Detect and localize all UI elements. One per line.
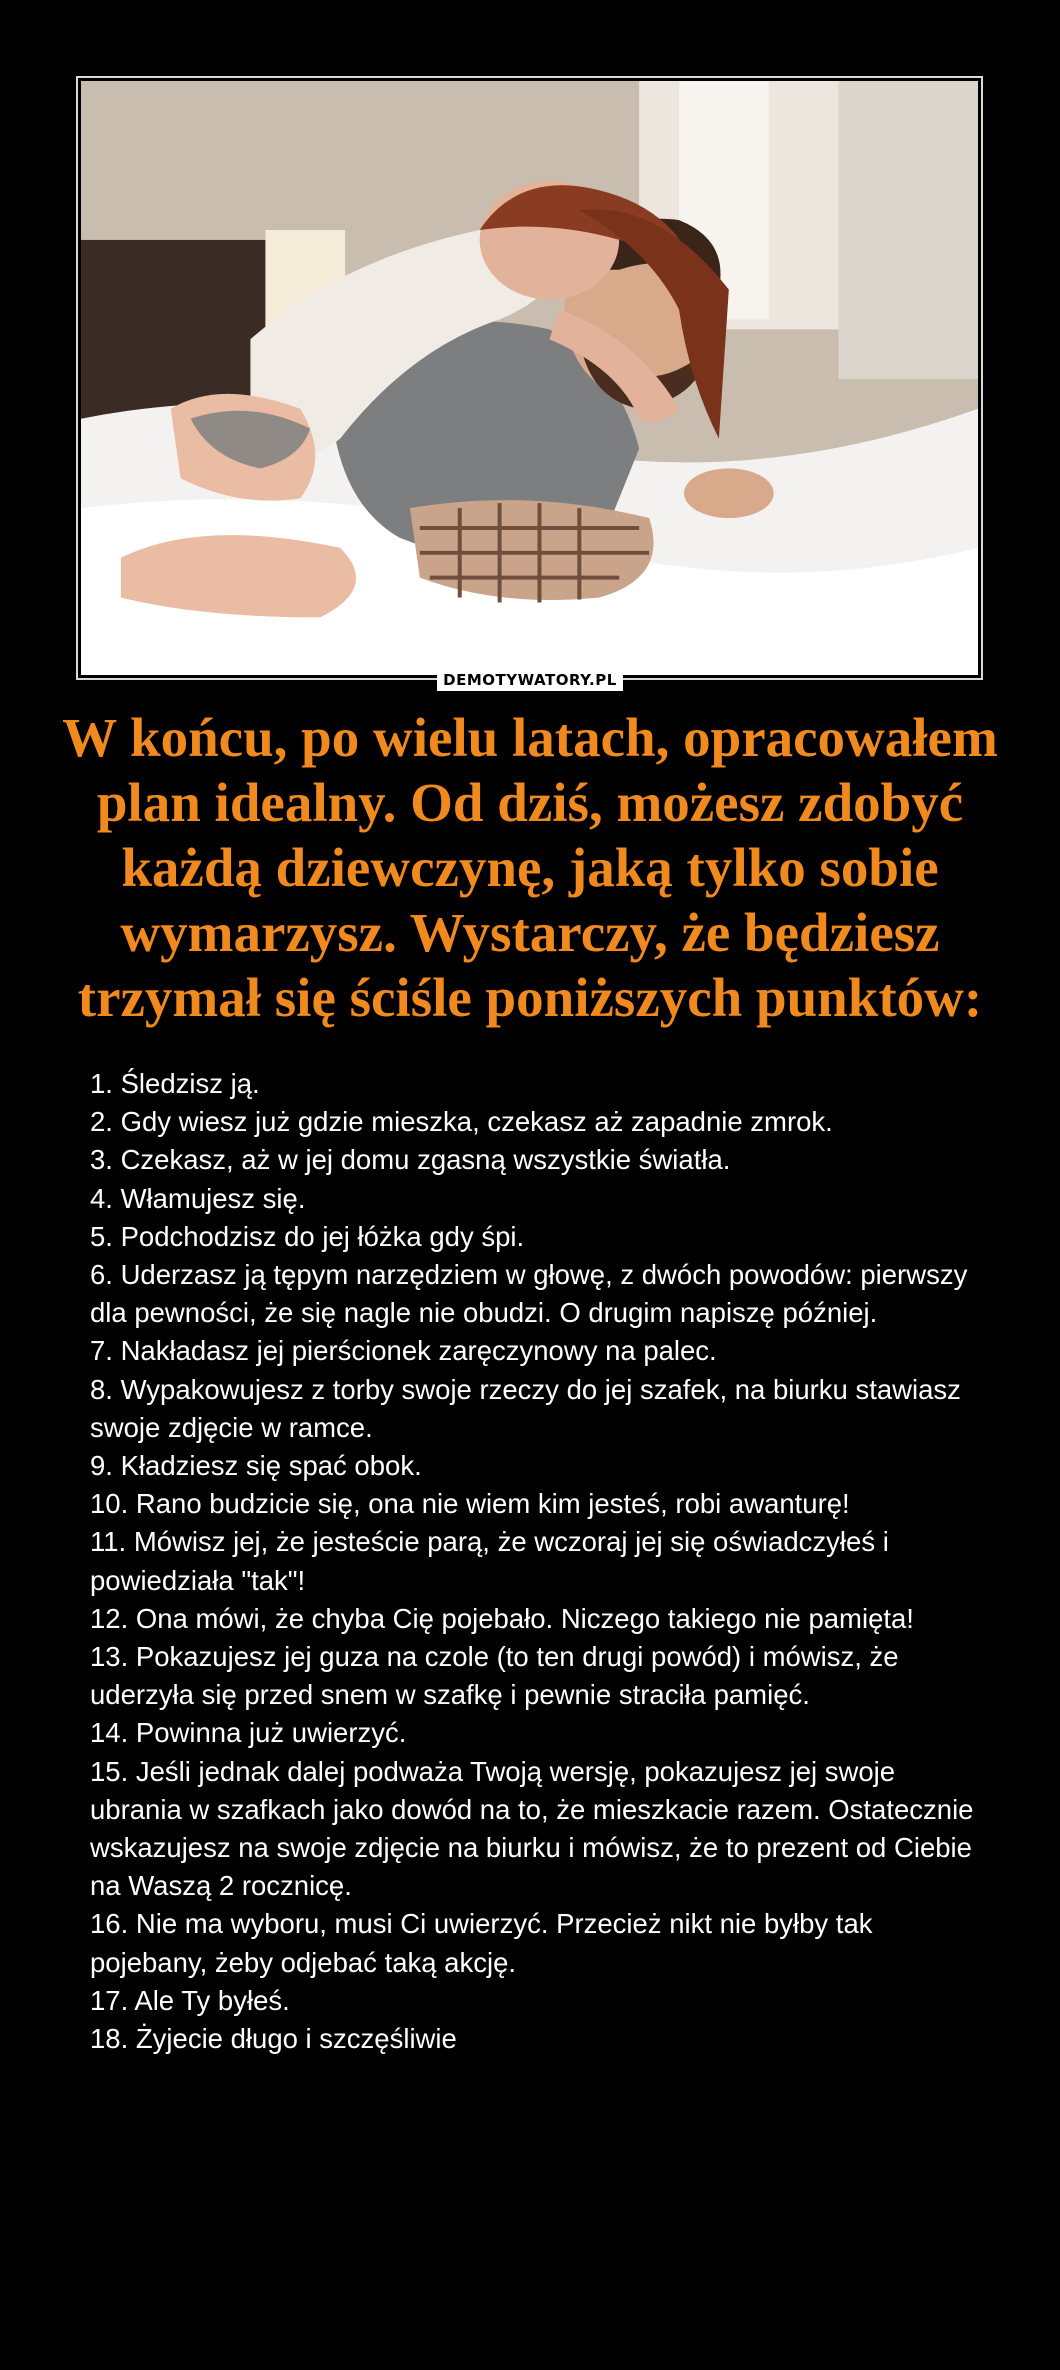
list-item: 18. Żyjecie długo i szczęśliwie <box>90 2023 457 2055</box>
list-item: 3. Czekasz, aż w jej domu zgasną wszystkie światła. <box>90 1144 731 1176</box>
list-item: 16. Nie ma wyboru, musi Ci uwierzyć. Przecież nikt nie byłby tak pojebany, żeby odjebać taką akcję. <box>90 1908 873 1978</box>
list-item: 15. Jeśli jednak dalej podważa Twoją wersję, pokazujesz jej swoje ubrania w szafkach jako dowód na to, że mieszkacie razem. Ostatecznie wskazujesz na swoje zdjęcie na biurku i mówisz, że to prezent od Ciebie na Waszą 2 rocznicę. <box>90 1755 974 1902</box>
couple-photo <box>81 81 978 675</box>
list-item: 6. Uderzasz ją tępym narzędziem w głowę, z dwóch powodów: pierwszy dla pewności, że się nagle nie obudzi. O drugim napiszę później. <box>90 1259 968 1329</box>
list-item: 10. Rano budzicie się, ona nie wiem kim jesteś, robi awanturę! <box>90 1488 850 1520</box>
list-item: 4. Włamujesz się. <box>90 1182 306 1214</box>
list-item: 11. Mówisz jej, że jesteście parą, że wczoraj jej się oświadczyłeś i powiedziała "tak"! <box>90 1526 889 1596</box>
list-item: 12. Ona mówi, że chyba Cię pojebało. Niczego takiego nie pamięta! <box>90 1602 914 1634</box>
list-item: 7. Nakładasz jej pierścionek zaręczynowy na palec. <box>90 1335 717 1367</box>
list-item: 14. Powinna już uwierzyć. <box>90 1717 407 1749</box>
list-item: 13. Pokazujesz jej guza na czole (to ten drugi powód) i mówisz, że uderzyła się przed snem w szafkę i pewnie straciła pamięć. <box>90 1641 899 1711</box>
numbered-list <box>90 1065 990 2058</box>
list-item: 9. Kładziesz się spać obok. <box>90 1450 422 1482</box>
list-item: 5. Podchodzisz do jej łóżka gdy śpi. <box>90 1220 525 1252</box>
photo-frame <box>76 76 983 680</box>
list-item: 8. Wypakowujesz z torby swoje rzeczy do jej szafek, na biurku stawiasz swoje zdjęcie w ramce. <box>90 1373 961 1443</box>
watermark-logo: DEMOTYWATORY.PL <box>437 668 623 691</box>
list-item: 2. Gdy wiesz już gdzie mieszka, czekasz aż zapadnie zmrok. <box>90 1106 833 1138</box>
list-item: 17. Ale Ty byłeś. <box>90 1984 290 2016</box>
headline: W końcu, po wielu latach, opracowałem plan idealny. Od dziś, możesz zdobyć każdą dziewczynę, jaką tylko sobie wymarzysz. Wystarczy, że będziesz trzymał się ściśle poniższych punktów: <box>62 707 998 1028</box>
list-item: 1. Śledzisz ją. <box>90 1068 260 1099</box>
couple-illustration <box>81 81 978 675</box>
